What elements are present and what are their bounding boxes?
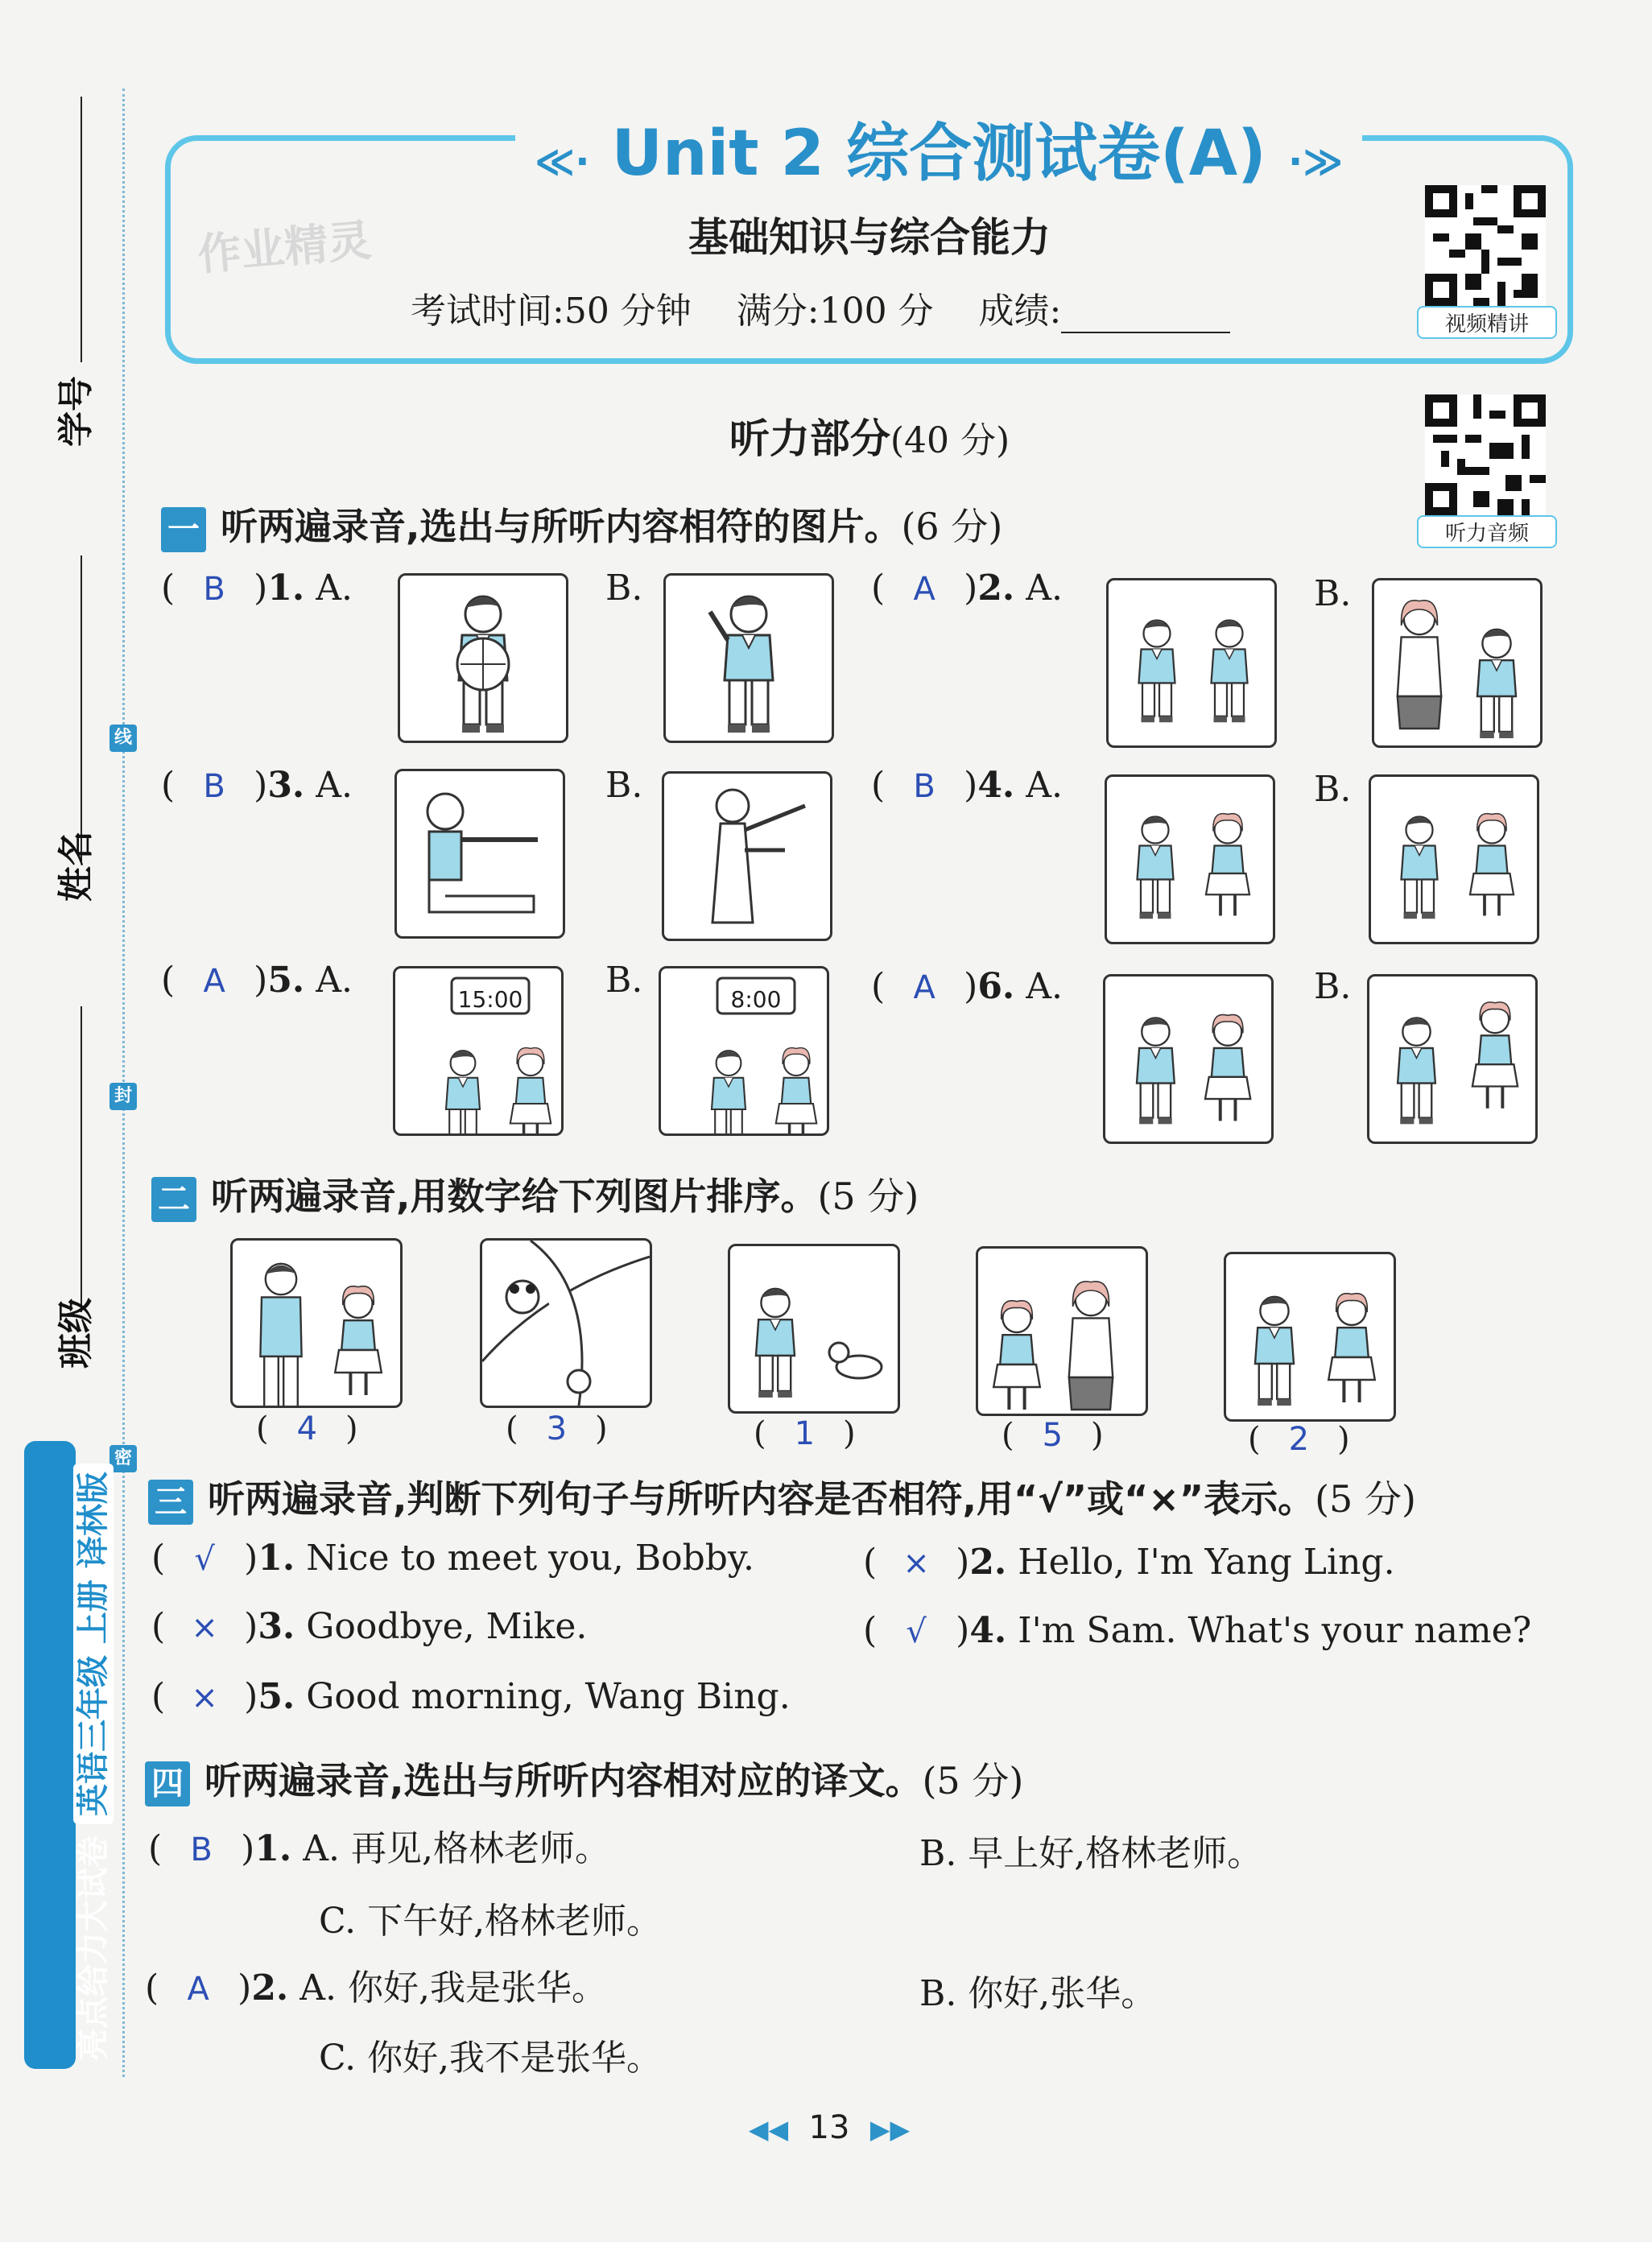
s1-q1-picture-b[interactable] [663,573,834,743]
s3-q1-number: 1. [258,1538,295,1579]
s1-q4-picture-b[interactable] [1369,774,1539,944]
s3-q1-answer[interactable]: √ [194,1541,215,1578]
s1-q5-answer[interactable]: A [203,963,225,1000]
s1-q1-picture-a[interactable] [398,573,568,743]
name-label: 姓名 [56,831,97,902]
s1-q4-picture-a[interactable] [1105,774,1275,944]
s3-q5-answer[interactable]: × [191,1679,218,1716]
man-and-girl-illustration [233,1241,400,1406]
section-2-title: 听两遍录音,用数字给下列图片排序。 [211,1175,818,1218]
s2-order-4-answer[interactable]: 5 [1042,1417,1063,1454]
s3-q5: ( × )5. Good morning, Wang Bing. [151,1676,791,1717]
s3-q4-answer[interactable]: √ [906,1613,927,1650]
cut-mark-seal: 封 [109,1083,137,1110]
s1-q6-answer[interactable]: A [913,969,935,1006]
s1-q1-number: 1. [267,568,305,609]
girl-and-woman-illustration [978,1249,1146,1414]
page-number [0,2109,1652,2146]
s4-q2: ( A )2. A. 你好,我是张华。 [145,1967,607,2009]
score-blank [1061,299,1230,333]
s3-q4-number: 4. [969,1610,1007,1651]
exam-time: 考试时间:50 分钟 [411,291,692,332]
s2-order-5-answer[interactable]: 2 [1288,1421,1310,1458]
score-label: 成绩: [978,291,1062,332]
s1-q4-number: 4. [977,765,1015,806]
s2-order-3: ( 1 ) [754,1415,856,1452]
class-label: 班级 [56,1298,97,1369]
s1-q5-a-label: A. [316,960,353,1001]
two-boys-illustration [1109,580,1274,745]
s4-q1: ( B )1. A. 再见,格林老师。 [148,1828,610,1869]
section-1-points: (6 分) [901,505,1003,548]
s1-q2-a-label: A. [1026,568,1063,609]
boy-and-girl-illustration [1371,777,1537,942]
s3-q2-number: 2. [969,1542,1007,1583]
s1-q4-b-label: B. [1314,769,1352,810]
s1-q5: ( A )5. A. [161,960,353,1001]
s1-q5-b-label: B. [605,960,643,1001]
s2-order-1: ( 4 ) [256,1410,358,1447]
page-number-text: 13 [808,2109,850,2146]
s1-q6: ( A )6. A. [871,966,1063,1007]
s4-q2-option-a: A. 你好,我是张华。 [299,1967,607,2009]
s2-picture-3[interactable] [728,1244,900,1414]
qr-code-icon [1425,185,1546,306]
section-2-number: 二 [151,1177,196,1222]
s4-q2-answer[interactable]: A [187,1971,209,2008]
s4-q1-option-b: B. 早上好,格林老师。 [919,1833,1263,1874]
s3-q3-answer[interactable]: × [191,1609,218,1646]
full-score: 满分:100 分 [736,291,934,332]
exam-info [411,282,1230,333]
s3-q3: ( × )3. Goodbye, Mike. [151,1606,588,1647]
prev-arrows-icon: ◀◀ [748,2114,789,2145]
s3-q4-text: I'm Sam. What's your name? [1018,1610,1532,1651]
book-name: 英语三年级 上册 译林版 [73,1464,114,1824]
s1-q4-a-label: A. [1026,765,1063,806]
title-text: Unit 2 综合测试卷(A) [611,118,1266,190]
class-line [81,1006,82,1312]
clock-a-time: 15:00 [457,986,523,1013]
s4-q1-answer[interactable]: B [190,1831,213,1868]
boy-with-ball-illustration [400,576,566,741]
s1-q6-number: 6. [977,966,1015,1007]
s2-order-5: ( 2 ) [1248,1421,1350,1458]
s3-q1: ( √ )1. Nice to meet you, Bobby. [151,1538,754,1579]
section-4-heading [145,1752,1023,1806]
qr-video[interactable] [1425,185,1546,306]
section-3-heading [148,1470,1416,1525]
s1-q3-answer[interactable]: B [203,768,225,805]
boy-waving-illustration [666,576,832,741]
section-2-points: (5 分) [817,1175,919,1218]
s1-q6-b-label: B. [1314,966,1352,1007]
boy-and-girl-walking-illustration [1105,976,1271,1142]
s1-q2-number: 2. [977,568,1015,609]
s1-q1-answer[interactable]: B [203,571,225,608]
listening-points: (40 分) [890,420,1010,461]
s2-order-2: ( 3 ) [506,1410,608,1447]
boy-and-girl-illustration [1107,777,1273,942]
listening-title: 听力部分 [729,415,890,462]
s2-order-1-answer[interactable]: 4 [296,1410,318,1447]
s1-q5-picture-a[interactable] [393,966,564,1136]
s2-order-4: ( 5 ) [1002,1417,1104,1454]
s1-q3-a-label: A. [316,765,353,806]
s1-q3-picture-b[interactable] [662,771,832,941]
s1-q3-number: 3. [267,765,305,806]
s2-picture-2[interactable] [480,1238,652,1408]
watermark: 作业精灵 [196,214,374,281]
section-3-title: 听两遍录音,判断下列句子与所听内容是否相符,用“√”或“×”表示。 [208,1477,1315,1521]
s3-q3-number: 3. [258,1606,295,1647]
s3-q3-text: Goodbye, Mike. [306,1606,588,1647]
section-4-points: (5 分) [922,1759,1024,1802]
s1-q2-picture-b[interactable] [1372,578,1543,748]
qr-video-caption: 视频精讲 [1417,306,1557,339]
section-2-heading [151,1167,919,1222]
section-4-title: 听两遍录音,选出与所听内容相对应的译文。 [204,1759,923,1802]
s3-q2: ( × )2. Hello, I'm Yang Ling. [863,1542,1395,1583]
section-1-number: 一 [161,507,206,552]
s4-q2-number: 2. [251,1967,289,2009]
s1-q6-a-label: A. [1026,966,1063,1007]
s2-picture-1[interactable] [230,1238,403,1408]
s3-q2-answer[interactable]: × [902,1545,930,1582]
section-3-points: (5 分) [1315,1477,1416,1521]
s4-q1-option-a: A. 再见,格林老师。 [303,1828,610,1869]
s3-q5-number: 5. [258,1676,295,1717]
s1-q4: ( B )4. A. [871,765,1063,806]
next-arrows-icon: ▶▶ [869,2114,911,2145]
s3-q5-text: Good morning, Wang Bing. [306,1676,791,1717]
s1-q6-picture-a[interactable] [1103,974,1274,1144]
woman-and-boy-illustration [1374,580,1540,745]
s1-q3-b-label: B. [605,765,643,806]
s1-q5-number: 5. [267,960,305,1001]
s3-q2-text: Hello, I'm Yang Ling. [1018,1542,1395,1583]
s1-q3: ( B )3. A. [161,765,353,806]
girl-arms-out-illustration [664,774,830,939]
s1-q2-b-label: B. [1314,573,1352,614]
student-no-label: 学号 [56,376,97,447]
s1-q2-picture-a[interactable] [1106,578,1277,748]
s4-q2-option-c: C. 你好,我不是张华。 [319,2038,663,2079]
s2-picture-5[interactable] [1224,1252,1396,1422]
brand-text [68,1464,114,2061]
brand-name: 亮点给力大试卷 [75,1835,112,2061]
name-line [81,555,82,861]
boy-and-girl-illustration [1226,1254,1394,1419]
boy-and-dog-illustration [730,1246,898,1411]
s1-q2-answer[interactable]: A [913,571,935,608]
s4-q2-option-b: B. 你好,张华。 [919,1973,1157,2014]
section-4-number: 四 [145,1761,190,1806]
s1-q5-picture-b[interactable] [659,966,829,1136]
s1-q3-picture-a[interactable] [394,769,565,939]
qr-audio-caption: 听力音频 [1417,515,1557,548]
s4-q1-number: 1. [254,1828,292,1869]
cut-mark-line: 线 [109,725,137,752]
s4-q1-option-c: C. 下午好,格林老师。 [319,1901,663,1942]
boy-and-girl-illustration [1369,976,1535,1142]
s1-q2: ( A )2. A. [871,568,1063,609]
section-3-number: 三 [148,1480,193,1525]
s1-q1: ( B )1. A. [161,568,353,609]
clock-b-time: 8:00 [730,986,782,1013]
panda-and-monkey-in-tree-illustration [482,1241,650,1406]
s3-q1-text: Nice to meet you, Bobby. [306,1538,754,1579]
s2-order-3-answer[interactable]: 1 [794,1415,816,1452]
s1-q1-b-label: B. [605,568,643,609]
s2-picture-4[interactable] [976,1246,1148,1416]
s3-q4: ( √ )4. I'm Sam. What's your name? [863,1610,1532,1651]
subtitle: 基础知识与综合能力 [688,214,1051,261]
section-1-title: 听两遍录音,选出与所听内容相符的图片。 [221,505,902,548]
page-title: ≪· Unit 2 综合测试卷(A) ·≫ [515,103,1362,193]
boy-sitting-arms-out-illustration [397,771,563,936]
s1-q6-picture-b[interactable] [1367,974,1538,1144]
listening-heading [0,407,1652,465]
s2-order-2-answer[interactable]: 3 [546,1410,568,1447]
s1-q1-a-label: A. [316,568,353,609]
cut-mark-secret: 密 [109,1445,137,1472]
section-1-heading [161,498,1002,552]
s1-q4-answer[interactable]: B [913,768,935,805]
